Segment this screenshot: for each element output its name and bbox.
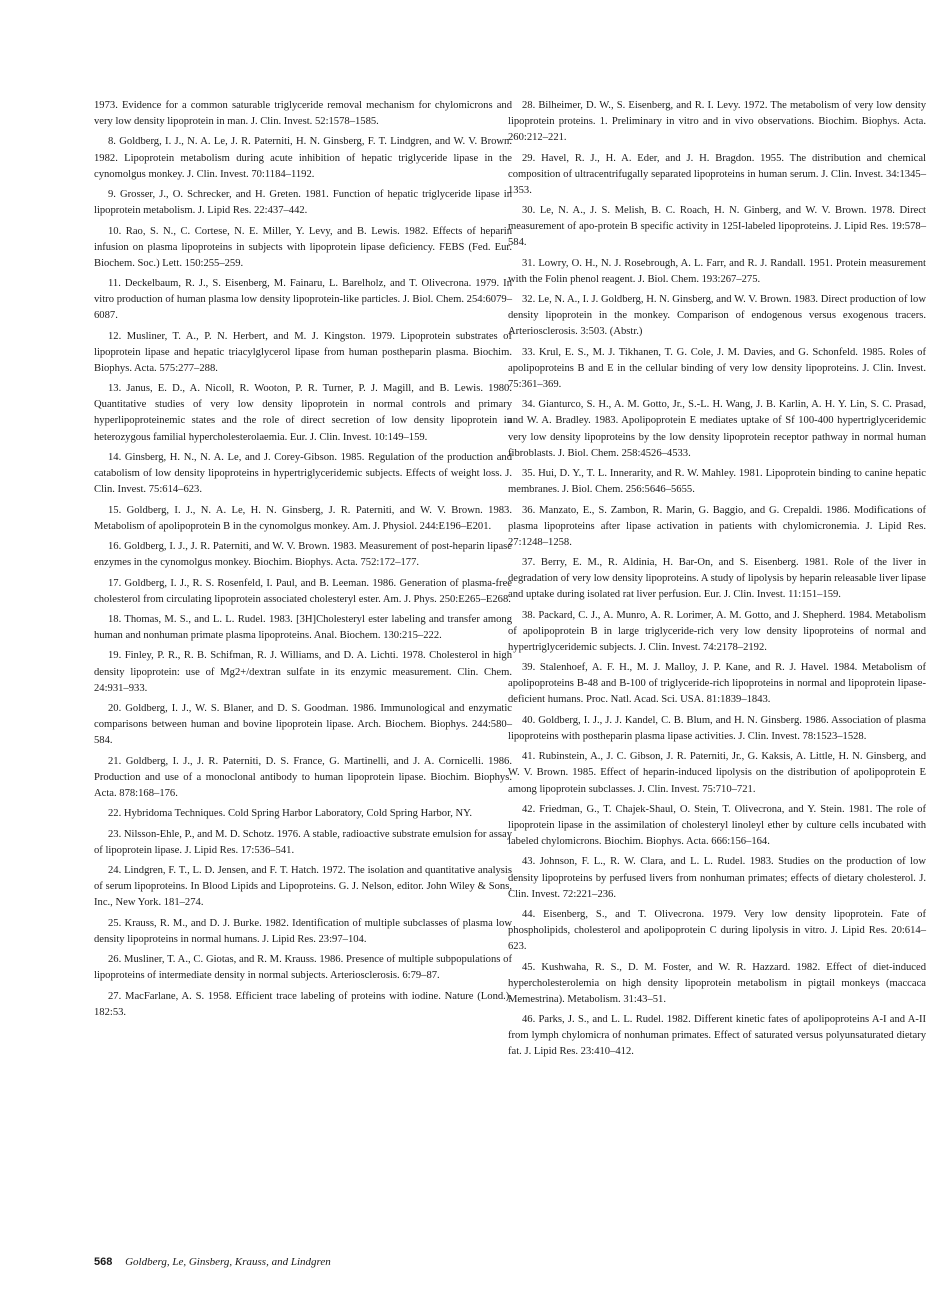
reference-entry: 13. Janus, E. D., A. Nicoll, R. Wooton, P. R. Turner, P. J. Magill, and B. Lewis. 1980. Quantitative studies of very low density lipoprotein in normal controls and primary hyperlipoproteinemic states and the role of direct secretion of low density lipoprotein in heterozygous familial hypercholesterolaemia. Eur. J. Clin. Invest. 10:149–159. xyxy=(94,383,512,443)
reference-entry: 25. Krauss, R. M., and D. J. Burke. 1982. Identification of multiple subclasses of plasma low density lipoproteins in normal humans. J. Lipid Res. 23:97–104. xyxy=(94,917,512,945)
reference-entry: 19. Finley, P. R., R. B. Schifman, R. J. Williams, and D. A. Lichti. 1978. Cholesterol in high density lipoprotein: use of Mg2+/dextran sulfate in its enzymic measurement. Clin. Chem. 24:931–933. xyxy=(94,650,512,694)
reference-entry: 16. Goldberg, I. J., J. R. Paterniti, and W. V. Brown. 1983. Measurement of post-heparin lipase enzymes in the cynomolgus monkey. Biochim. Biophys. Acta. 752:172–177. xyxy=(94,541,512,569)
references-right-column xyxy=(508,98,926,1065)
reference-entry: 31. Lowry, O. H., N. J. Rosebrough, A. L. Farr, and R. J. Randall. 1951. Protein measurement with the Folin phenol reagent. J. Biol. Chem. 193:267–275. xyxy=(508,257,926,285)
reference-entry: 12. Musliner, T. A., P. N. Herbert, and M. J. Kingston. 1979. Lipoprotein substrates of lipoprotein lipase and hepatic triacylglycerol lipase from human postheparin plasma. Biochim. Biophys. Acta. 575:277–288. xyxy=(94,330,512,374)
reference-entry: 22. Hybridoma Techniques. Cold Spring Harbor Laboratory, Cold Spring Harbor, NY. xyxy=(108,808,473,820)
reference-entry: 15. Goldberg, I. J., N. A. Le, H. N. Ginsberg, J. R. Paterniti, and W. V. Brown. 1983. Metabolism of apolipoprotein B in the cynomolgus monkey. Am. J. Physiol. 244:E196–E201. xyxy=(94,504,512,532)
references-left-column xyxy=(94,98,512,1025)
reference-entry: 44. Eisenberg, S., and T. Olivecrona. 1979. Very low density lipoprotein. Fate of phospholipids, cholesterol and apolipoprotein C during lipolysis in vitro. J. Lipid Res. 20:614–623. xyxy=(508,909,926,953)
reference-entry: 9. Grosser, J., O. Schrecker, and H. Greten. 1981. Function of hepatic triglyceride lipase in lipoprotein metabolism. J. Lipid Res. 22:437–442. xyxy=(94,189,512,217)
reference-entry: 39. Stalenhoef, A. F. H., M. J. Malloy, J. P. Kane, and R. J. Havel. 1984. Metabolism of apolipoproteins B-48 and B-100 of triglyceride-rich lipoproteins in normal and lipoprotein lipase-deficient humans. Proc. Natl. Acad. Sci. USA. 81:1839–1843. xyxy=(508,662,926,706)
page-number: 568 xyxy=(94,1256,113,1268)
reference-entry: 28. Bilheimer, D. W., S. Eisenberg, and R. I. Levy. 1972. The metabolism of very low density lipoprotein proteins. 1. Preliminary in vitro and in vivo observations. Biochim. Biophys. Acta. 260:212–221. xyxy=(508,100,926,144)
reference-entry: 27. MacFarlane, A. S. 1958. Efficient trace labeling of proteins with iodine. Nature (Lond.). 182:53. xyxy=(94,990,512,1018)
reference-entry: 20. Goldberg, I. J., W. S. Blaner, and D. S. Goodman. 1986. Immunological and enzymatic comparisons between human and bovine lipoprotein lipase. Arch. Biochem. Biophys. 244:580–584. xyxy=(94,703,512,747)
reference-entry: 17. Goldberg, I. J., R. S. Rosenfeld, I. Paul, and B. Leeman. 1986. Generation of plasma-free cholesterol from circulating lipoprotein associated cholesteryl ester. Am. J. Phys. 250:E265–E268. xyxy=(94,577,512,605)
reference-entry: 30. Le, N. A., J. S. Melish, B. C. Roach, H. N. Ginberg, and W. V. Brown. 1978. Direct measurement of apo-protein B specific activity in 125I-labeled lipoproteins. J. Lipid Res. 19:578–584. xyxy=(508,205,926,249)
reference-entry: 46. Parks, J. S., and L. L. Rudel. 1982. Different kinetic fates of apolipoproteins A-I and A-II from lymph chylomicra of nonhuman primates. Effect of saturated versus polyunsaturated dietary fat. J. Lipid Res. 23:410–412. xyxy=(508,1014,926,1058)
running-author-line: Goldberg, Le, Ginsberg, Krauss, and Lindgren xyxy=(125,1256,331,1268)
reference-entry: 11. Deckelbaum, R. J., S. Eisenberg, M. Fainaru, L. Barelholz, and T. Olivecrona. 1979. In vitro production of human plasma low density lipoprotein-like particles. J. Biol. Chem. 254:6079–6087. xyxy=(94,278,512,322)
reference-entry: 34. Gianturco, S. H., A. M. Gotto, Jr., S.-L. H. Wang, J. B. Karlin, A. H. Y. Lin, S. C. Prasad, and W. A. Bradley. 1983. Apolipoprotein E mediates uptake of Sf 100-400 hypertriglyceridemic very low density lipoproteins by the low density lipoprotein receptor pathway in normal human fibroblasts. J. Biol. Chem. 258:4526–4533. xyxy=(508,399,926,459)
reference-entry: 45. Kushwaha, R. S., D. M. Foster, and W. R. Hazzard. 1982. Effect of diet-induced hypercholesterolemia on high density lipoprotein metabolism in pigtail monkeys (maccaca Memestrina). Metabolism. 31:43–51. xyxy=(508,961,926,1005)
reference-entry: 43. Johnson, F. L., R. W. Clara, and L. L. Rudel. 1983. Studies on the production of low density lipoproteins by perfused livers from nonhuman primates; effects of dietary cholesterol. J. Clin. Invest. 72:221–236. xyxy=(508,856,926,900)
reference-entry: 29. Havel, R. J., H. A. Eder, and J. H. Bragdon. 1955. The distribution and chemical composition of ultracentrifugally separated lipoproteins in human serum. J. Clin. Invest. 34:1345–1353. xyxy=(508,152,926,196)
reference-entry: 32. Le, N. A., I. J. Goldberg, H. N. Ginsberg, and W. V. Brown. 1983. Direct production of low density lipoprotein in the monkey. Comparison of endogenous versus exogenous tracers. Arteriosclerosis. 3:503. (Abstr.) xyxy=(508,294,926,338)
reference-entry: 18. Thomas, M. S., and L. L. Rudel. 1983. [3H]Cholesteryl ester labeling and transfer among human and nonhuman primate plasma lipoproteins. Anal. Biochem. 130:215–222. xyxy=(94,613,512,642)
reference-entry: 24. Lindgren, F. T., L. D. Jensen, and F. T. Hatch. 1972. The isolation and quantitative analysis of serum lipoproteins. In Blood Lipids and Lipoproteins. G. J. Nelson, editor. John Wiley & Sons, Inc., New York. 181–274. xyxy=(94,865,512,909)
reference-entry: 1973. Evidence for a common saturable triglyceride removal mechanism for chylomicrons and very low density lipoprotein in man. J. Clin. Invest. 52:1578–1585. xyxy=(94,100,512,128)
reference-entry: 10. Rao, S. N., C. Cortese, N. E. Miller, Y. Levy, and B. Lewis. 1982. Effects of heparin infusion on plasma lipoproteins in subjects with lipoprotein lipase deficiency. FEBS (Fed. Eur. Biochem. Soc.) Lett. 150:255–259. xyxy=(94,225,512,269)
reference-entry: 38. Packard, C. J., A. Munro, A. R. Lorimer, A. M. Gotto, and J. Shepherd. 1984. Metabolism of apolipoprotein B in large triglyceride-rich very low density lipoproteins of normal and hypertriglyceridemic subjects. J. Clin. Invest. 74:2178–2192. xyxy=(508,609,926,653)
reference-entry: 23. Nilsson-Ehle, P., and M. D. Schotz. 1976. A stable, radioactive substrate emulsion for assay of lipoprotein lipase. J. Lipid Res. 17:536–541. xyxy=(94,828,512,856)
reference-entry: 37. Berry, E. M., R. Aldinia, H. Bar-On, and S. Eisenberg. 1981. Role of the liver in degradation of very low density lipoproteins. A study of lipolysis by heparin releasable liver lipase and uptake during isolated rat liver perfusion. Eur. J. Clin. Invest. 11:151–159. xyxy=(508,557,926,601)
page-footer xyxy=(94,1256,331,1268)
reference-entry: 33. Krul, E. S., M. J. Tikhanen, T. G. Cole, J. M. Davies, and G. Schonfeld. 1985. Roles of apolipoproteins B and E in the cellular binding of very low density lipoproteins. J. Clin. Invest. 75:361–369. xyxy=(508,346,926,390)
reference-entry: 14. Ginsberg, H. N., N. A. Le, and J. Corey-Gibson. 1985. Regulation of the production and catabolism of low density lipoproteins in hypertriglyceridemic subjects. Effects of weight loss. J. Clin. Invest. 75:614–623. xyxy=(94,451,512,496)
reference-entry: 40. Goldberg, I. J., J. J. Kandel, C. B. Blum, and H. N. Ginsberg. 1986. Association of plasma lipoproteins with postheparin plasma lipase activities. J. Clin. Invest. 78:1523–1528. xyxy=(508,714,926,742)
reference-entry: 41. Rubinstein, A., J. C. Gibson, J. R. Paterniti, Jr., G. Kaksis, A. Little, H. N. Ginsberg, and W. V. Brown. 1985. Effect of heparin-induced lipolysis on the distribution of apolipoprotein E among lipoprotein subclasses. J. Clin. Invest. 75:710–721. xyxy=(508,751,926,795)
reference-entry: 35. Hui, D. Y., T. L. Innerarity, and R. W. Mahley. 1981. Lipoprotein binding to canine hepatic membranes. J. Biol. Chem. 256:5646–5655. xyxy=(508,468,926,496)
reference-entry: 42. Friedman, G., T. Chajek-Shaul, O. Stein, T. Olivecrona, and Y. Stein. 1981. The role of lipoprotein lipase in the assimilation of cholesteryl linoleyl ether by culture cells incubated with labeled chylomicrons. Biochim. Biophys. Acta. 666:156–164. xyxy=(508,803,926,848)
reference-entry: 26. Musliner, T. A., C. Giotas, and R. M. Krauss. 1986. Presence of multiple subpopulations of lipoproteins of intermediate density in normal subjects. Arteriosclerosis. 6:79–87. xyxy=(94,954,512,982)
reference-entry: 21. Goldberg, I. J., J. R. Paterniti, D. S. France, G. Martinelli, and J. A. Cornicelli. 1986. Production and use of a monoclonal antibody to human lipoprotein lipase. Biochim. Biophys. Acta. 878:168–176. xyxy=(94,755,512,799)
reference-entry: 36. Manzato, E., S. Zambon, R. Marin, G. Baggio, and G. Crepaldi. 1986. Modifications of plasma lipoproteins after lipase activation in patients with chylomicronemia. J. Lipid Res. 27:1248–1258. xyxy=(508,504,926,548)
reference-entry: 8. Goldberg, I. J., N. A. Le, J. R. Paterniti, H. N. Ginsberg, F. T. Lindgren, and W. V. Brown. 1982. Lipoprotein metabolism during acute inhibition of hepatic triglyceride lipase in the cynomolgus monkey. J. Clin. Invest. 70:1184–1192. xyxy=(94,136,512,180)
